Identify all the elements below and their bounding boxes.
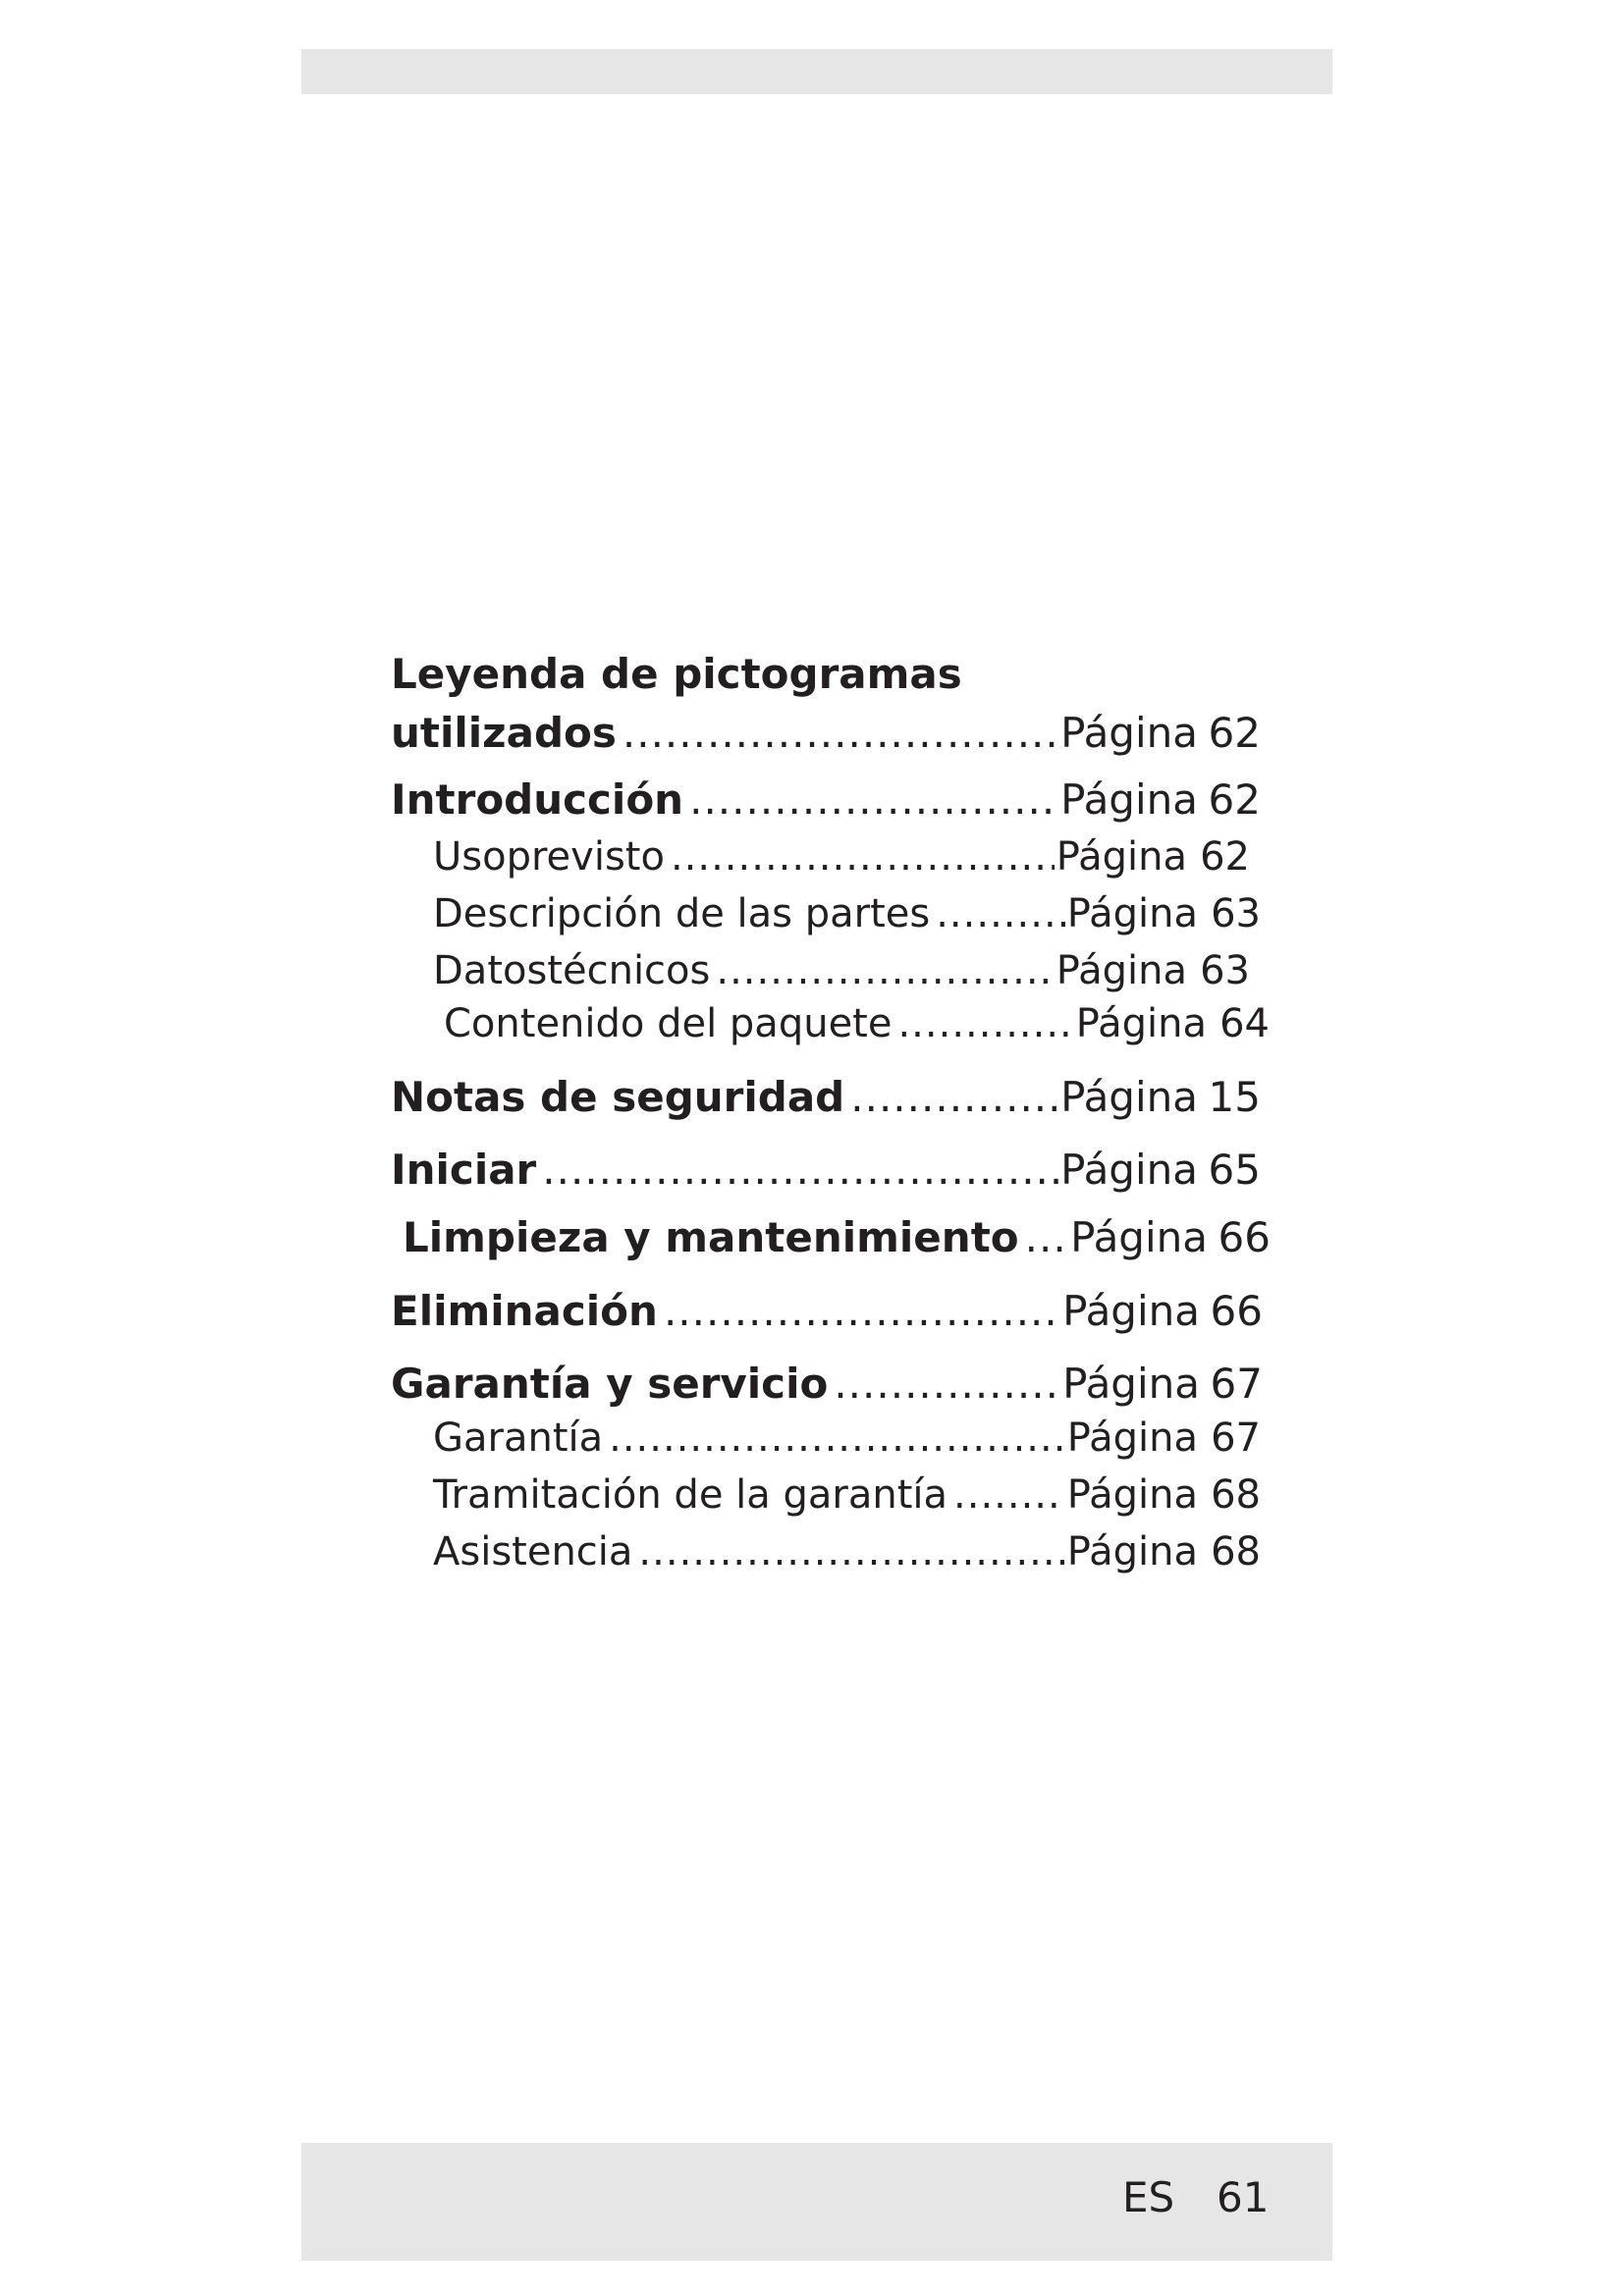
page-number: 66 [1218, 1213, 1271, 1261]
leader-dots [689, 775, 1058, 825]
page-word: Página [1060, 1146, 1198, 1194]
toc-entry-label: Limpieza y mantenimiento [403, 1213, 1019, 1261]
leader-dots [850, 1073, 1058, 1122]
toc-entry-label: Garantía [433, 1415, 604, 1461]
page-number: 67 [1211, 1415, 1261, 1461]
toc-heading-line: Leyenda de pictogramas [391, 650, 962, 698]
toc-entry-parts-description[interactable] [433, 889, 1261, 938]
leader-dots [542, 1146, 1058, 1195]
page-word: Página [1056, 834, 1187, 880]
toc-entry-label: Descripción de las partes [433, 891, 931, 936]
toc-entry-label: Eliminación [391, 1287, 658, 1335]
page-word: Página [1056, 948, 1187, 993]
page-word: Página [1062, 1360, 1200, 1408]
toc-entry-warranty[interactable] [433, 1414, 1261, 1463]
page-word: Página [1066, 1529, 1198, 1575]
toc-entry-assistance[interactable] [433, 1527, 1261, 1576]
page-number: 63 [1211, 891, 1261, 936]
page-number: 68 [1211, 1529, 1261, 1575]
toc-entry-package-contents[interactable] [444, 999, 1270, 1048]
toc-entry-label: Contenido del paquete [444, 1001, 893, 1046]
leader-dots [897, 999, 1073, 1048]
toc-entry-safety-notes[interactable] [391, 1073, 1261, 1122]
toc-entry-disposal[interactable] [391, 1287, 1263, 1336]
footer-page-number: 61 [1217, 2173, 1270, 2221]
page-word: Página [1075, 1001, 1207, 1046]
page-number: 65 [1208, 1146, 1261, 1194]
page-word: Página [1066, 1472, 1198, 1518]
page-word: Página [1066, 891, 1198, 936]
page-word: Página [1060, 775, 1198, 824]
leader-dots [623, 709, 1058, 758]
toc-entry-label: Garantía y servicio [391, 1360, 829, 1408]
page-number: 67 [1210, 1360, 1263, 1408]
toc-entry-label: Datostécnicos [433, 948, 711, 993]
leader-dots [671, 832, 1055, 881]
page-word: Página [1060, 1073, 1198, 1121]
toc-entry-label: Tramitación de la garantía [433, 1472, 948, 1518]
leader-dots [953, 1470, 1065, 1520]
toc-entry-getting-started[interactable] [391, 1146, 1261, 1195]
page-word: Página [1070, 1213, 1208, 1261]
page-word: Página [1066, 1415, 1198, 1461]
toc-entry-pictogram-legend[interactable] [391, 709, 1261, 758]
toc-entry-label: Asistencia [433, 1529, 633, 1575]
footer-bar [301, 2143, 1332, 2261]
toc-entry-introduction[interactable] [391, 775, 1261, 825]
page-word: Página [1062, 1287, 1200, 1335]
leader-dots [936, 889, 1065, 938]
footer-language-code: ES [1122, 2173, 1175, 2221]
leader-dots [1025, 1213, 1069, 1262]
toc-entry-technical-data[interactable] [433, 946, 1250, 995]
toc-entry-label: Introducción [391, 775, 684, 824]
leader-dots [609, 1414, 1065, 1463]
leader-dots [664, 1287, 1060, 1336]
page-number: 63 [1200, 948, 1250, 993]
page-number: 66 [1210, 1287, 1263, 1335]
toc-entry-cleaning-maintenance[interactable] [403, 1213, 1271, 1262]
page-number: 62 [1200, 834, 1250, 880]
toc-entry-label: Iniciar [391, 1146, 537, 1194]
leader-dots [834, 1360, 1060, 1409]
page-number: 68 [1211, 1472, 1261, 1518]
toc-entry-intended-use[interactable] [433, 832, 1250, 881]
toc-entry-label: utilizados [391, 709, 617, 757]
toc-entry-label: Usoprevisto [433, 834, 665, 880]
leader-dots [638, 1527, 1064, 1576]
page-number: 62 [1208, 775, 1261, 824]
leader-dots [716, 946, 1054, 995]
toc-entry-warranty-service[interactable] [391, 1360, 1263, 1409]
toc-entry-warranty-processing[interactable] [433, 1470, 1261, 1520]
page-number: 64 [1219, 1001, 1270, 1046]
toc-entry-label: Notas de seguridad [391, 1073, 845, 1121]
page-number: 15 [1208, 1073, 1261, 1121]
page-word: Página [1060, 709, 1198, 757]
page-number: 62 [1208, 709, 1261, 757]
